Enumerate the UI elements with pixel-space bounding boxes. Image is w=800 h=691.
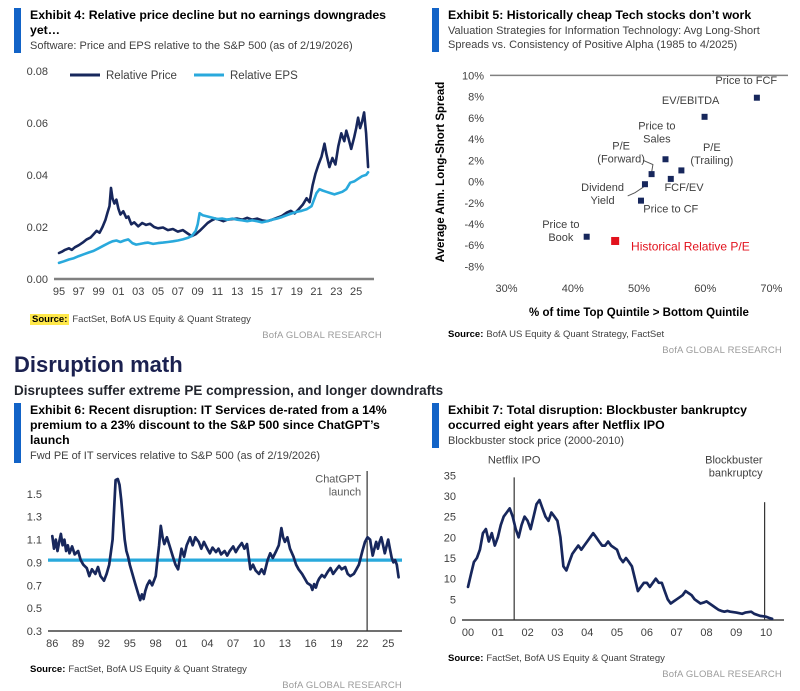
svg-text:-2%: -2%	[464, 197, 484, 210]
pe-forward-marker	[649, 171, 655, 177]
svg-text:Netflix IPO: Netflix IPO	[487, 454, 541, 467]
svg-text:1.3: 1.3	[26, 511, 42, 524]
svg-text:17: 17	[270, 286, 284, 298]
svg-text:15: 15	[443, 552, 456, 565]
svg-text:97: 97	[72, 286, 85, 298]
svg-text:13: 13	[231, 286, 244, 298]
svg-text:06: 06	[640, 627, 653, 639]
svg-text:(Forward): (Forward)	[597, 153, 645, 166]
svg-text:Price to CF: Price to CF	[643, 203, 699, 216]
svg-text:92: 92	[97, 638, 111, 650]
svg-text:Relative EPS: Relative EPS	[230, 70, 298, 82]
exhibit-5-source	[448, 329, 796, 340]
svg-text:Price to: Price to	[638, 120, 676, 133]
svg-text:30: 30	[443, 490, 456, 503]
exhibit-7-header	[432, 403, 796, 448]
svg-text:Yield: Yield	[590, 195, 615, 208]
svg-text:10: 10	[443, 573, 456, 586]
exhibit-4-panel	[14, 8, 396, 341]
exhibit-accent-bar	[432, 8, 439, 52]
svg-text:P/E: P/E	[612, 140, 630, 153]
blockbuster-stock-price-svg	[432, 452, 796, 648]
software-relative-price-eps-svg	[14, 57, 390, 309]
exhibit-6-chart	[14, 467, 416, 659]
svg-text:09: 09	[191, 286, 204, 298]
svg-text:95: 95	[52, 286, 66, 298]
svg-text:19: 19	[330, 638, 343, 650]
svg-text:25: 25	[382, 638, 395, 650]
exhibit-5-subtitle: Valuation Strategies for Information Technology: Avg Long-Short Spreads vs. Consistency of Positive Alpha (1985 to 4/2025)	[448, 25, 760, 51]
source-label: Source:	[30, 664, 66, 675]
svg-text:20: 20	[443, 532, 456, 545]
svg-text:11: 11	[211, 286, 224, 298]
source-label: Source:	[448, 329, 484, 340]
svg-text:(Trailing): (Trailing)	[690, 154, 734, 167]
svg-text:6%: 6%	[468, 112, 484, 125]
source-label: Source:	[448, 653, 484, 664]
exhibit-6-panel	[14, 403, 416, 691]
svg-text:30%: 30%	[495, 283, 518, 295]
source-text: BofA US Equity & Quant Strategy, FactSet	[486, 329, 665, 340]
svg-text:0.5: 0.5	[26, 603, 42, 616]
svg-text:Price to FCF: Price to FCF	[715, 74, 778, 87]
svg-text:19: 19	[290, 286, 303, 298]
bofa-global-research-label: BofA GLOBAL RESEARCH	[662, 669, 782, 680]
svg-text:01: 01	[175, 638, 188, 650]
source-text: FactSet, BofA US Equity & Quant Strategy	[72, 314, 251, 325]
exhibit-6-source	[30, 664, 416, 675]
exhibit-4-header	[14, 8, 396, 53]
pe-trailing-marker	[678, 167, 684, 173]
svg-text:01: 01	[112, 286, 125, 298]
exhibit-5-header	[432, 8, 796, 52]
svg-text:8%: 8%	[468, 91, 484, 104]
svg-text:13: 13	[278, 638, 291, 650]
svg-text:0.9: 0.9	[26, 557, 42, 570]
price-to-book-marker	[584, 234, 590, 240]
svg-text:35: 35	[443, 470, 456, 483]
svg-text:09: 09	[730, 627, 743, 639]
svg-text:Historical Relative P/E: Historical Relative P/E	[631, 239, 750, 254]
svg-text:21: 21	[310, 286, 323, 298]
svg-text:95: 95	[123, 638, 136, 650]
exhibit-accent-bar	[432, 403, 439, 448]
svg-text:0.02: 0.02	[26, 221, 48, 234]
exhibit-7-subtitle: Blockbuster stock price (2000-2010)	[448, 435, 625, 447]
exhibit-4-source	[30, 314, 396, 325]
section-block	[14, 352, 784, 400]
exhibit-6-title: Exhibit 6: Recent disruption: IT Services de-rated from a 14% premium to a 23% discount to the S&P 500 since ChatGPT’s launch	[30, 403, 387, 447]
exhibit-7-panel	[432, 403, 796, 680]
svg-text:0.00: 0.00	[26, 274, 48, 286]
svg-text:01: 01	[491, 627, 504, 639]
exhibit-4-chart	[14, 57, 396, 309]
exhibit-5-title: Exhibit 5: Historically cheap Tech stocks don’t work	[448, 8, 752, 22]
exhibit-6-subtitle: Fwd PE of IT services relative to S&P 500 (as of 2/19/2026)	[30, 450, 321, 462]
svg-text:Dividend: Dividend	[581, 182, 624, 195]
ev-ebitda-marker	[702, 114, 708, 120]
section-heading: Disruption math	[14, 352, 183, 377]
svg-text:10: 10	[252, 638, 266, 650]
svg-text:FCF/EV: FCF/EV	[664, 182, 704, 195]
svg-text:launch: launch	[328, 486, 362, 499]
svg-text:05: 05	[151, 286, 165, 298]
svg-text:-6%: -6%	[464, 240, 484, 253]
source-label: Source:	[32, 314, 68, 325]
svg-text:04: 04	[201, 638, 214, 650]
bofa-global-research-label: BofA GLOBAL RESEARCH	[282, 680, 402, 691]
svg-text:2%: 2%	[468, 155, 484, 168]
svg-text:Price to: Price to	[542, 219, 580, 232]
exhibit-4-title: Exhibit 4: Relative price decline but no earnings downgrades yet…	[30, 8, 387, 37]
svg-text:07: 07	[670, 627, 683, 639]
relative-price-line	[59, 112, 368, 253]
source-text: FactSet, BofA US Equity & Quant Strategy	[486, 653, 665, 664]
svg-text:1.5: 1.5	[26, 488, 42, 501]
price-to-sales-marker	[662, 156, 668, 162]
svg-text:25: 25	[443, 511, 456, 524]
svg-text:1.1: 1.1	[26, 534, 42, 547]
svg-text:60%: 60%	[694, 283, 717, 295]
historical-relative-pe-marker	[611, 237, 619, 245]
callout-line	[628, 187, 644, 196]
svg-text:P/E: P/E	[702, 141, 721, 154]
svg-text:ChatGPT: ChatGPT	[315, 473, 362, 486]
exhibit-4-subtitle: Software: Price and EPS relative to the S&P 500 (as of 2/19/2026)	[30, 40, 353, 52]
svg-text:0.08: 0.08	[26, 65, 48, 78]
dividend-yield-marker	[642, 181, 648, 187]
svg-text:16: 16	[304, 638, 317, 650]
svg-text:0.06: 0.06	[26, 117, 48, 130]
svg-text:% of time Top Quintile > Botto: % of time Top Quintile > Bottom Quintile	[529, 307, 749, 319]
svg-text:-4%: -4%	[464, 219, 484, 231]
svg-text:5: 5	[449, 594, 456, 607]
svg-text:0.04: 0.04	[26, 169, 48, 182]
exhibit-accent-bar	[14, 403, 21, 463]
exhibit-7-chart	[432, 452, 796, 648]
exhibit-6-header	[14, 403, 416, 463]
svg-text:Blockbuster: Blockbuster	[705, 454, 763, 467]
svg-text:0: 0	[449, 615, 456, 627]
price-to-fcf-marker	[754, 95, 760, 101]
svg-text:Average Ann. Long-Short Spread: Average Ann. Long-Short Spread	[435, 81, 447, 263]
svg-text:89: 89	[72, 638, 85, 650]
fcf-ev-marker	[668, 176, 674, 182]
svg-text:02: 02	[521, 627, 534, 639]
svg-text:70%: 70%	[760, 283, 783, 295]
svg-text:10%: 10%	[461, 70, 484, 83]
exhibit-5-panel	[432, 8, 796, 356]
svg-text:25: 25	[350, 286, 363, 298]
svg-text:0.3: 0.3	[26, 626, 42, 638]
svg-text:07: 07	[171, 286, 184, 298]
svg-text:15: 15	[250, 286, 264, 298]
svg-text:50%: 50%	[627, 283, 651, 295]
svg-text:Book: Book	[548, 232, 574, 245]
svg-text:03: 03	[132, 286, 145, 298]
bofa-global-research-label: BofA GLOBAL RESEARCH	[262, 330, 382, 341]
source-text: FactSet, BofA US Equity & Quant Strategy	[68, 664, 247, 675]
svg-text:98: 98	[149, 638, 162, 650]
svg-text:00: 00	[461, 627, 475, 639]
section-subheading: Disruptees suffer extreme PE compression, and longer downdrafts	[14, 383, 444, 398]
svg-text:86: 86	[46, 638, 59, 650]
svg-text:40%: 40%	[561, 283, 584, 295]
svg-text:0%: 0%	[468, 176, 484, 189]
svg-text:0.7: 0.7	[26, 580, 42, 593]
svg-text:07: 07	[227, 638, 240, 650]
bofa-global-research-label: BofA GLOBAL RESEARCH	[662, 345, 782, 356]
svg-text:EV/EBITDA: EV/EBITDA	[661, 95, 720, 108]
exhibit-accent-bar	[14, 8, 21, 53]
exhibit-5-chart	[432, 56, 796, 324]
svg-text:10: 10	[759, 627, 773, 639]
svg-text:04: 04	[581, 627, 594, 639]
svg-text:05: 05	[610, 627, 624, 639]
svg-text:23: 23	[330, 286, 343, 298]
svg-text:99: 99	[92, 286, 105, 298]
svg-text:bankruptcy: bankruptcy	[708, 467, 763, 480]
svg-text:Relative Price: Relative Price	[106, 70, 177, 82]
tech-valuation-strategies-svg	[432, 56, 796, 324]
svg-text:4%: 4%	[468, 134, 484, 147]
svg-text:08: 08	[700, 627, 713, 639]
svg-text:03: 03	[551, 627, 564, 639]
it-services-relative-pe-svg	[14, 467, 414, 659]
exhibit-7-title: Exhibit 7: Total disruption: Blockbuster bankruptcy occurred eight years after Netflix IPO	[448, 403, 748, 432]
svg-text:Sales: Sales	[643, 133, 671, 146]
exhibit-7-source	[448, 653, 796, 664]
svg-text:22: 22	[356, 638, 369, 650]
svg-text:-8%: -8%	[464, 261, 484, 274]
